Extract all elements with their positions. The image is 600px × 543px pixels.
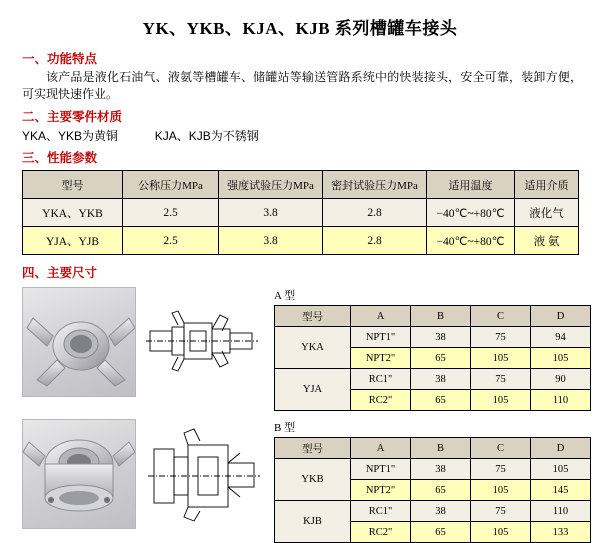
dim-a-r3-c1: RC2" bbox=[351, 390, 411, 411]
table-row bbox=[275, 501, 591, 522]
dim-a-r2-c1: RC1" bbox=[351, 369, 411, 390]
dim-a-model-yja: YJA bbox=[275, 369, 351, 411]
dim-a-model-yka: YKA bbox=[275, 327, 351, 369]
dim-a-col-1: A bbox=[351, 306, 411, 327]
perf-r1-c3: 2.8 bbox=[323, 227, 427, 255]
dim-a-r2-c2: 38 bbox=[411, 369, 471, 390]
dim-b-r1-c4: 145 bbox=[531, 480, 591, 501]
photo-b-graphic bbox=[23, 420, 135, 528]
dim-b-col-1: A bbox=[351, 438, 411, 459]
photo-type-a bbox=[22, 287, 136, 397]
section-heading-features: 一、功能特点 bbox=[22, 52, 98, 66]
dim-b-header-row bbox=[275, 438, 591, 459]
photo-type-b bbox=[22, 419, 136, 529]
dim-b-r0-c3: 75 bbox=[471, 459, 531, 480]
dim-a-r2-c3: 75 bbox=[471, 369, 531, 390]
dimension-table-b-wrap bbox=[274, 419, 591, 543]
perf-r0-c5: 液化气 bbox=[515, 199, 579, 227]
dim-a-r1-c2: 65 bbox=[411, 348, 471, 369]
performance-col-4: 适用温度 bbox=[427, 171, 515, 199]
dimensions-section bbox=[0, 287, 600, 543]
dim-a-col-0: 型号 bbox=[275, 306, 351, 327]
dim-a-col-2: B bbox=[411, 306, 471, 327]
performance-header-row bbox=[23, 171, 579, 199]
performance-col-2: 强度试验压力MPa bbox=[219, 171, 323, 199]
dim-b-model-ykb: YKB bbox=[275, 459, 351, 501]
dim-a-header-row bbox=[275, 306, 591, 327]
dim-a-r1-c3: 105 bbox=[471, 348, 531, 369]
materials-left: YKA、YKB为黄铜 bbox=[22, 129, 119, 143]
drawing-a-graphic bbox=[144, 287, 262, 395]
dim-b-col-2: B bbox=[411, 438, 471, 459]
dim-b-r3-c3: 105 bbox=[471, 522, 531, 543]
dim-a-r1-c4: 105 bbox=[531, 348, 591, 369]
dimension-table-a bbox=[274, 305, 591, 411]
drawing-type-b bbox=[144, 419, 262, 527]
dimension-table-a-wrap bbox=[274, 287, 591, 411]
dim-a-r0-c1: NPT1" bbox=[351, 327, 411, 348]
dim-b-col-3: C bbox=[471, 438, 531, 459]
dim-b-r2-c3: 75 bbox=[471, 501, 531, 522]
features-text: 该产品是液化石油气、液氨等槽罐车、储罐站等输送管路系统中的快装接头，安全可靠，装卸方便，可实现快速作业。 bbox=[22, 70, 582, 101]
performance-table bbox=[22, 170, 579, 255]
dim-a-r3-c3: 105 bbox=[471, 390, 531, 411]
perf-r0-c3: 2.8 bbox=[323, 199, 427, 227]
perf-r0-c2: 3.8 bbox=[219, 199, 323, 227]
dim-a-r2-c4: 90 bbox=[531, 369, 591, 390]
perf-r0-c1: 2.5 bbox=[123, 199, 219, 227]
dim-b-r2-c4: 110 bbox=[531, 501, 591, 522]
dimension-table-b bbox=[274, 437, 591, 543]
dim-b-col-4: D bbox=[531, 438, 591, 459]
dim-a-r1-c1: NPT2" bbox=[351, 348, 411, 369]
dim-b-r2-c1: RC1" bbox=[351, 501, 411, 522]
dim-a-r3-c4: 110 bbox=[531, 390, 591, 411]
dim-b-r3-c4: 133 bbox=[531, 522, 591, 543]
performance-col-3: 密封试验压力MPa bbox=[323, 171, 427, 199]
dim-b-r2-c2: 38 bbox=[411, 501, 471, 522]
photo-a-graphic bbox=[23, 288, 135, 396]
table-row bbox=[275, 459, 591, 480]
section-heading-materials: 二、主要零件材质 bbox=[22, 110, 123, 124]
dim-a-r3-c2: 65 bbox=[411, 390, 471, 411]
perf-r0-c4: −40℃~+80℃ bbox=[427, 199, 515, 227]
dim-b-r0-c4: 105 bbox=[531, 459, 591, 480]
materials-line bbox=[22, 127, 600, 144]
perf-r1-c4: −40℃~+80℃ bbox=[427, 227, 515, 255]
table-row bbox=[23, 227, 579, 255]
dim-b-r3-c2: 65 bbox=[411, 522, 471, 543]
dim-b-col-0: 型号 bbox=[275, 438, 351, 459]
drawing-b-graphic bbox=[144, 419, 262, 527]
table-label-a: A 型 bbox=[274, 290, 296, 302]
materials-right: KJA、KJB为不锈钢 bbox=[154, 129, 259, 143]
dim-b-r1-c2: 65 bbox=[411, 480, 471, 501]
performance-col-1: 公称压力MPa bbox=[123, 171, 219, 199]
dim-b-model-kjb: KJB bbox=[275, 501, 351, 543]
perf-r1-c0: YJA、YJB bbox=[23, 227, 123, 255]
dim-b-r3-c1: RC2" bbox=[351, 522, 411, 543]
table-label-b: B 型 bbox=[274, 422, 296, 434]
table-row bbox=[275, 369, 591, 390]
performance-col-0: 型号 bbox=[23, 171, 123, 199]
dim-a-r0-c4: 94 bbox=[531, 327, 591, 348]
dim-a-r0-c2: 38 bbox=[411, 327, 471, 348]
section-heading-dimensions: 四、主要尺寸 bbox=[22, 266, 98, 280]
perf-r1-c5: 液 氨 bbox=[515, 227, 579, 255]
dim-b-r0-c2: 38 bbox=[411, 459, 471, 480]
table-row bbox=[23, 199, 579, 227]
perf-r1-c2: 3.8 bbox=[219, 227, 323, 255]
section-heading-performance: 三、性能参数 bbox=[22, 151, 98, 165]
table-row bbox=[275, 327, 591, 348]
performance-col-5: 适用介质 bbox=[515, 171, 579, 199]
dim-b-r1-c3: 105 bbox=[471, 480, 531, 501]
dimension-row-b bbox=[22, 419, 600, 543]
dimension-row-a bbox=[22, 287, 600, 411]
perf-r1-c1: 2.5 bbox=[123, 227, 219, 255]
drawing-type-a bbox=[144, 287, 262, 395]
dim-a-r0-c3: 75 bbox=[471, 327, 531, 348]
dim-b-r1-c1: NPT2" bbox=[351, 480, 411, 501]
dim-b-r0-c1: NPT1" bbox=[351, 459, 411, 480]
page-title: YK、YKB、KJA、KJB 系列槽罐车接头 bbox=[142, 19, 458, 38]
dim-a-col-3: C bbox=[471, 306, 531, 327]
perf-r0-c0: YKA、YKB bbox=[23, 199, 123, 227]
dim-a-col-4: D bbox=[531, 306, 591, 327]
